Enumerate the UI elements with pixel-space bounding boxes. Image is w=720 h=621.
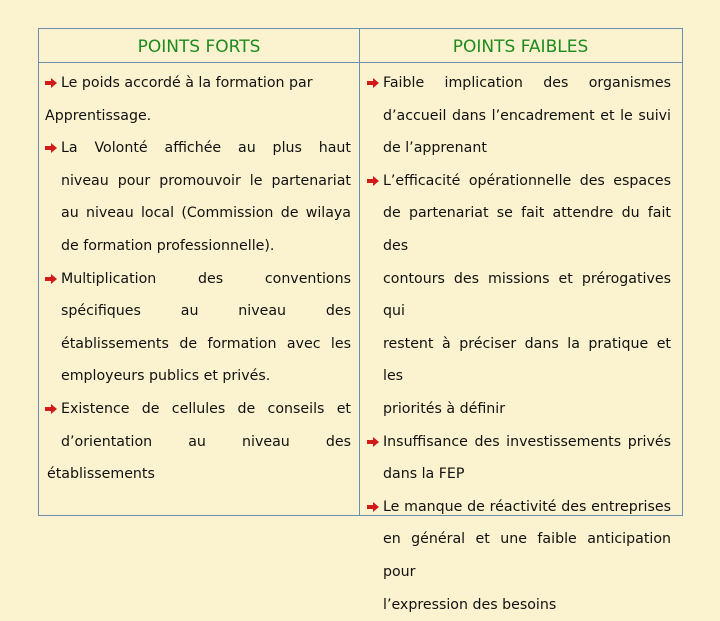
item-line: priorités à définir (367, 393, 671, 426)
item-line: en général et une faible anticipation pour (367, 523, 671, 588)
list-item (45, 393, 351, 491)
item-line: Le poids accordé à la formation par (45, 67, 351, 100)
header-divider (39, 62, 682, 63)
list-item (367, 491, 671, 621)
list-item (367, 67, 671, 165)
list-item (45, 132, 351, 262)
item-line: Insuffisance des investissements privés (367, 426, 671, 459)
list-item (45, 67, 351, 132)
item-line: L’efficacité opérationnelle des espaces (367, 165, 671, 198)
item-line: Le manque de réactivité des entreprises (367, 491, 671, 524)
item-line: niveau pour promouvoir le partenariat (45, 165, 351, 198)
item-line: Faible implication des organismes (367, 67, 671, 100)
item-line: restent à préciser dans la pratique et les (367, 328, 671, 393)
item-line: employeurs publics et privés. (45, 360, 351, 393)
red-arrow-icon (45, 274, 57, 284)
list-item (367, 426, 671, 491)
item-line: de formation professionnelle). (45, 230, 351, 263)
red-arrow-icon (45, 78, 57, 88)
comparison-table (38, 28, 683, 516)
column-points-faibles (367, 67, 671, 621)
item-line: d’orientation au niveau des (45, 426, 351, 459)
item-line: spécifiques au niveau des (45, 295, 351, 328)
red-arrow-icon (367, 78, 379, 88)
item-line: contours des missions et prérogatives qui (367, 263, 671, 328)
item-line: dans la FEP (367, 458, 671, 491)
red-arrow-icon (367, 437, 379, 447)
item-line: Multiplication des conventions (45, 263, 351, 296)
red-arrow-icon (367, 176, 379, 186)
column-divider (359, 29, 360, 515)
list-item (45, 263, 351, 393)
column-points-forts (45, 67, 351, 491)
header-points-faibles: POINTS FAIBLES (359, 29, 682, 62)
item-line: l’expression des besoins (367, 589, 671, 621)
header-points-forts: POINTS FORTS (39, 29, 359, 62)
red-arrow-icon (45, 143, 57, 153)
item-line: Apprentissage. (45, 100, 351, 133)
item-line: de partenariat se fait attendre du fait des (367, 197, 671, 262)
item-line: La Volonté affichée au plus haut (45, 132, 351, 165)
item-line: Existence de cellules de conseils et (45, 393, 351, 426)
item-line: de l’apprenant (367, 132, 671, 165)
red-arrow-icon (45, 404, 57, 414)
item-line: établissements de formation avec les (45, 328, 351, 361)
list-item (367, 165, 671, 426)
item-line: d’accueil dans l’encadrement et le suivi (367, 100, 671, 133)
item-line: établissements (45, 458, 351, 491)
item-line: au niveau local (Commission de wilaya (45, 197, 351, 230)
red-arrow-icon (367, 502, 379, 512)
